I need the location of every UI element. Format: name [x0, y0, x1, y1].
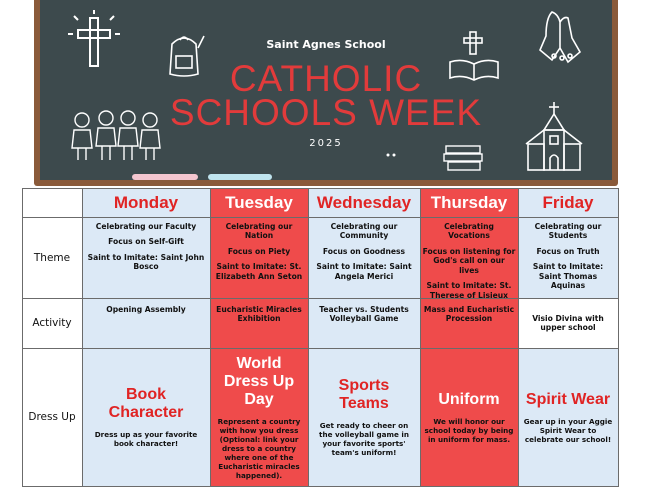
row-label-theme: Theme [22, 217, 83, 299]
dress-title: Sports Teams [338, 377, 390, 412]
dress-cell-wednesday [308, 348, 421, 487]
activity-cell-wednesday [308, 298, 421, 349]
theme-celebrating: Celebrating our Faculty [95, 221, 197, 231]
day-header-wednesday: Wednesday [308, 188, 421, 218]
theme-saint: Saint to Imitate: Saint John Bosco [87, 252, 205, 271]
day-header-monday: Monday [82, 188, 211, 218]
activity-cell-friday [518, 298, 619, 349]
theme-saint: Saint to Imitate: St. Therese of Lisieux [426, 281, 512, 299]
theme-focus: Focus on Self-Gift [108, 237, 184, 246]
church-icon [522, 100, 586, 172]
day-header-thursday: Thursday [420, 188, 519, 218]
theme-saint: Saint to Imitate: Saint Angela Merici [316, 262, 412, 281]
table-corner [22, 188, 83, 218]
row-label-activity: Activity [22, 298, 83, 349]
theme-cell-friday [518, 217, 619, 299]
dress-title: Book Character [108, 386, 184, 421]
dress-description: Gear up in your Aggie Spirit Wear to celebrate our school! [523, 416, 613, 444]
year-label: 2025 [309, 138, 343, 149]
theme-focus: Focus on Truth [536, 246, 600, 256]
day-header-tuesday: Tuesday [210, 188, 309, 218]
theme-celebrating: Celebrating Vocations [444, 221, 494, 240]
activity-text: Eucharistic Miracles Exhibition [216, 304, 302, 323]
activity-text: Teacher vs. Students Volleyball Game [319, 304, 409, 323]
theme-focus: Focus on Goodness [322, 246, 406, 256]
theme-celebrating: Celebrating our Community [330, 221, 398, 240]
activity-cell-thursday [420, 298, 519, 349]
theme-focus: Focus on Piety [227, 246, 291, 256]
books-icon [442, 142, 486, 174]
activity-cell-monday [82, 298, 211, 349]
school-name: Saint Agnes School [266, 38, 386, 51]
dress-cell-monday [82, 348, 211, 487]
dress-title: World Dress Up Day [223, 354, 295, 408]
schedule-table [22, 188, 618, 486]
praying-hands-icon [532, 8, 588, 68]
chalk-pink [132, 174, 198, 180]
dress-description: Represent a country with how you dress (Optional: link your dress to a country where one of the Eucharistic miracles happened). [217, 416, 301, 480]
theme-celebrating: Celebrating our Students [534, 221, 602, 240]
theme-cell-wednesday [308, 217, 421, 299]
day-header-friday: Friday [518, 188, 619, 218]
dress-cell-friday [518, 348, 619, 487]
theme-saint: Saint to Imitate: St. Elizabeth Ann Seton [215, 262, 303, 281]
theme-celebrating: Celebrating our Nation [225, 221, 293, 240]
activity-text: Mass and Eucharistic Procession [423, 304, 515, 323]
theme-cell-monday [82, 217, 211, 299]
dress-description: Dress up as your favorite book character! [94, 430, 198, 448]
bible-icon [446, 30, 502, 82]
dress-cell-tuesday [210, 348, 309, 487]
dress-title: Spirit Wear [525, 390, 611, 408]
title-line-1: CATHOLIC [229, 58, 423, 99]
activity-text: Opening Assembly [106, 304, 186, 314]
dress-description: Get ready to cheer on the volleyball game in your favorite sports' team's uniform! [319, 421, 409, 457]
activity-cell-tuesday [210, 298, 309, 349]
chalk-blue [208, 174, 272, 180]
activity-text: Visio Divina with upper school [532, 313, 604, 332]
theme-focus: Focus on listening for God's call on our lives [422, 246, 516, 275]
theme-saint: Saint to Imitate: Saint Thomas Aquinas [532, 262, 604, 290]
dress-description: We will honor our school today by being in uniform for mass. [424, 416, 514, 444]
row-label-dress-up: Dress Up [22, 348, 83, 487]
theme-cell-tuesday [210, 217, 309, 299]
title-line-2: SCHOOLS WEEK [169, 92, 483, 133]
dress-title: Uniform [438, 390, 500, 408]
dress-cell-thursday [420, 348, 519, 487]
chalkboard-banner [40, 0, 612, 180]
drawn-dots [384, 150, 400, 160]
theme-cell-thursday [420, 217, 519, 299]
